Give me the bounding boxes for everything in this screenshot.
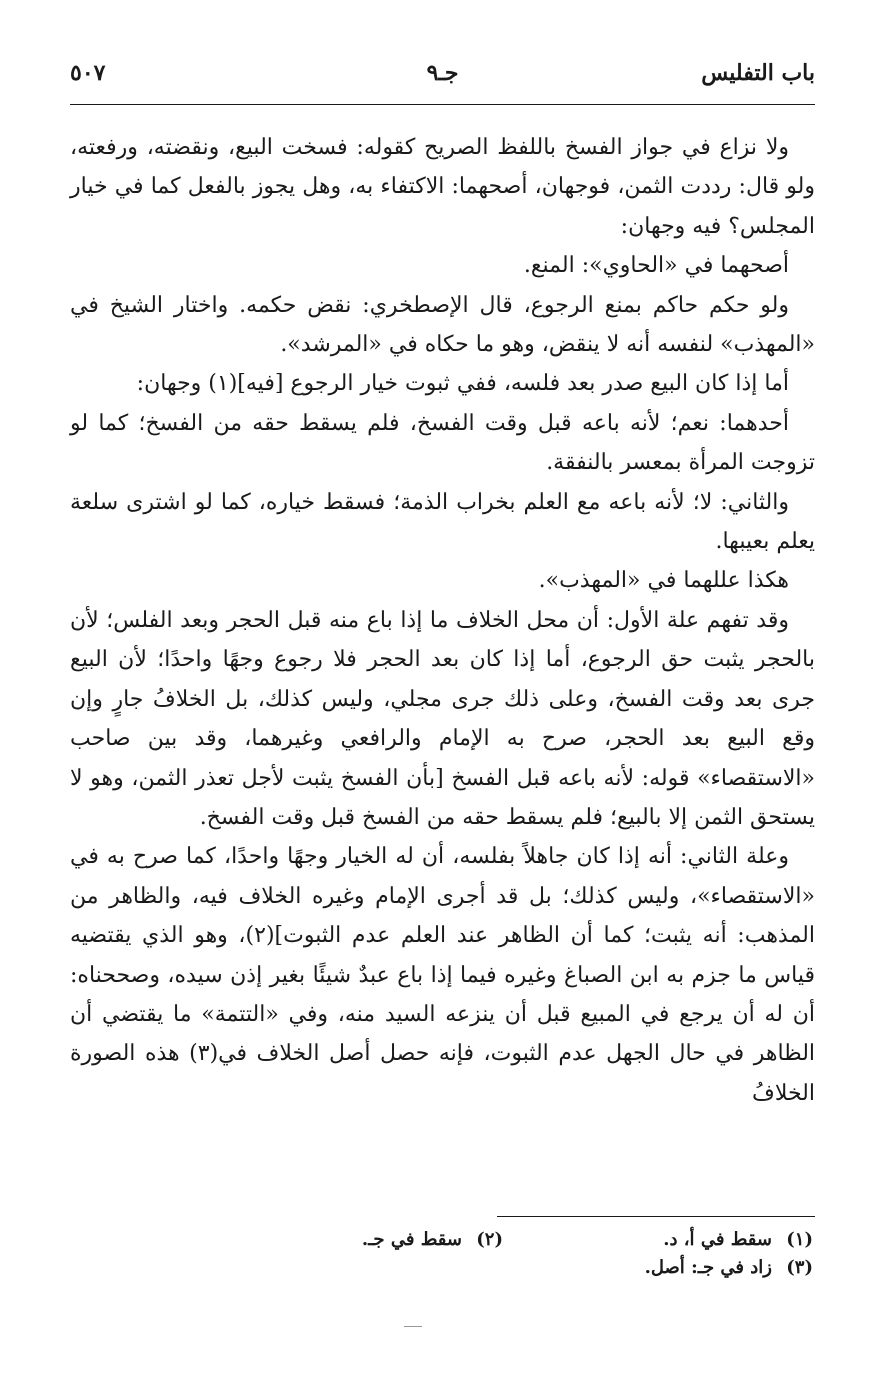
paragraph: أما إذا كان البيع صدر بعد فلسه، ففي ثبوت خيار الرجوع [فيه](١) وجهان: (136, 371, 789, 397)
footnote-text: سقط في جـ. (361, 1229, 462, 1250)
footnote (362, 1226, 503, 1254)
footnote-divider (497, 1216, 815, 1217)
paragraph: وعلة الثاني: أنه إذا كان جاهلاً بفلسه، أن له الخيار وجهًا واحدًا، كما صرح به في «الاستقصاء»، وليس كذلك؛ بل قد أجرى الإمام وغيره الخلاف فيه، والظاهر من المذهب: أنه يثبت؛ كما أن الظاهر عند العلم عدم الثبوت](٢)، وهو الذي يقتضيه قياس ما جزم به ابن الصباغ وغيره فيما إذا باع عبدٌ شيئًا بغير إذن سيده، وصححناه: أن له أن يرجع في المبيع قبل أن ينزعه السيد منه، وفي «التتمة» ما يقتضي أن الظاهر في حال الجهل عدم الثبوت، فإنه حصل أصل الخلاف في(٣) هذه الصورة الخلافُ (70, 844, 816, 1106)
scan-mark (404, 1326, 422, 1327)
footnote-marker: (٣) (786, 1257, 813, 1278)
footnote-marker: (١) (786, 1229, 813, 1250)
paragraph: أحدهما: نعم؛ لأنه باعه قبل وقت الفسخ، فلم يسقط حقه من الفسخ؛ كما لو تزوجت المرأة بمعسر بالنفقة. (70, 410, 815, 476)
paragraph: والثاني: لا؛ لأنه باعه مع العلم بخراب الذمة؛ فسقط خياره، كما لو اشترى سلعة يعلم بعيبها. (70, 489, 815, 555)
volume-label: جـ٩ (426, 60, 459, 86)
paragraph: أصحهما في «الحاوي»: المنع. (523, 253, 789, 279)
paragraph: وقد تفهم علة الأول: أن محل الخلاف ما إذا باع منه قبل الحجر وبعد الفلس؛ لأن بالحجر يثبت حق الرجوع، أما إذا كان بعد الحجر فلا رجوع وجهًا واحدًا؛ لأن البيع جرى بعد وقت الفسخ، وعلى ذلك جرى مجلي، وليس كذلك، بل الخلافُ جارٍ وإن وقع البيع بعد الحجر، صرح به الإمام والرافعي وغيرهما، وقد بين صاحب «الاستقصاء» قوله: لأنه باعه قبل الفسخ [بأن الفسخ يثبت لأجل تعذر الثمن، وهو لا يستحق الثمن إلا بالبيع؛ فلم يسقط حقه من الفسخ قبل وقت الفسخ. (70, 607, 815, 830)
running-header (70, 60, 815, 100)
paragraph: ولا نزاع في جواز الفسخ باللفظ الصريح كقوله: فسخت البيع، ونقضته، ورفعته، ولو قال: رددت الثمن، فوجهان، أصحهما: الاكتفاء به، وهل يجوز بالفعل كما في خيار المجلس؟ فيه وجهان: (70, 135, 815, 239)
footnote-row (72, 1254, 813, 1282)
chapter-title: باب التفليس (701, 60, 815, 86)
footnote-text: زاد في جـ: أصل. (644, 1257, 772, 1278)
footnote (645, 1254, 813, 1282)
footnote (663, 1226, 813, 1254)
paragraph: ولو حكم حاكم بمنع الرجوع، قال الإصطخري: نقض حكمه. واختار الشيخ في «المهذب» لنفسه أنه لا ينقض، وهو ما حكاه في «المرشد». (70, 292, 815, 358)
page-number: ٥٠٧ (70, 60, 106, 86)
footnote-row (72, 1226, 813, 1254)
header-divider (70, 104, 815, 105)
paragraph: هكذا عللهما في «المهذب». (538, 568, 789, 594)
footnote-text: سقط في أ، د. (663, 1229, 772, 1250)
footnote-marker: (٢) (476, 1229, 503, 1250)
footnotes (72, 1226, 813, 1282)
main-text (70, 128, 815, 1113)
